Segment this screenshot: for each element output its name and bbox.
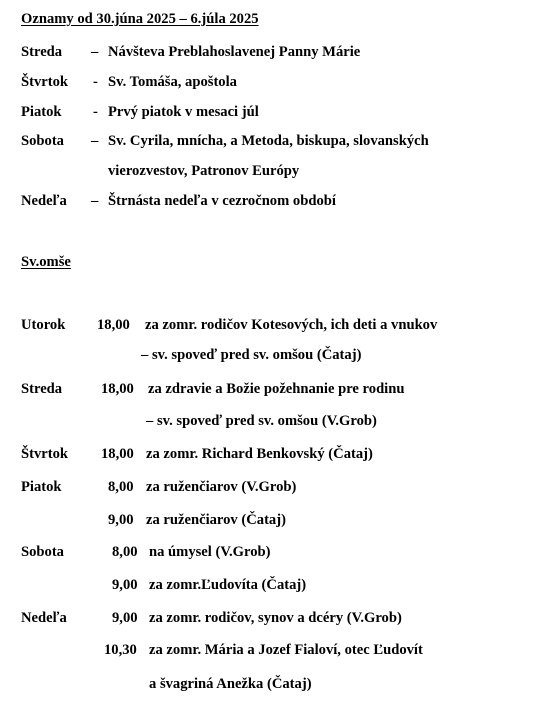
mass-time: 10,30: [104, 642, 137, 658]
mass-day: Utorok: [21, 317, 66, 333]
feast-day: Piatok: [21, 104, 62, 120]
mass-intention: za ruženčiarov (Čataj): [146, 512, 286, 528]
feast-dash: -: [93, 74, 98, 90]
mass-intention: za zdravie a Božie požehnanie pre rodinu: [148, 381, 405, 397]
mass-time: 8,00: [112, 544, 138, 560]
mass-time: 8,00: [108, 479, 134, 495]
mass-time: 18,00: [101, 446, 134, 462]
mass-intention: za zomr. rodičov, synov a dcéry (V.Grob): [149, 610, 402, 626]
mass-intention: za zomr. Richard Benkovský (Čataj): [146, 446, 373, 462]
mass-day: Piatok: [21, 479, 62, 495]
mass-day: Streda: [21, 381, 63, 397]
masses-heading: Sv.omše: [21, 254, 71, 270]
feast-dash: –: [91, 133, 99, 149]
mass-day: Sobota: [21, 544, 64, 560]
mass-time: 9,00: [112, 577, 138, 593]
feast-day: Štvrtok: [21, 74, 69, 90]
mass-time: 18,00: [97, 317, 130, 333]
feast-text: Sv. Cyrila, mnícha, a Metoda, biskupa, slovanských: [108, 133, 429, 149]
feast-day: Streda: [21, 44, 63, 60]
mass-note: – sv. spoveď pred sv. omšou (V.Grob): [146, 413, 377, 429]
feast-text: vierozvestov, Patronov Európy: [108, 163, 300, 179]
mass-time: 18,00: [101, 381, 134, 397]
mass-intention: a švagriná Anežka (Čataj): [149, 676, 312, 692]
feast-text: Prvý piatok v mesaci júl: [108, 104, 259, 120]
feast-text: Štrnásta nedeľa v cezročnom období: [108, 193, 336, 209]
page-title: Oznamy od 30.júna 2025 – 6.júla 2025: [21, 11, 259, 27]
feast-text: Sv. Tomáša, apoštola: [108, 74, 237, 90]
mass-day: Štvrtok: [21, 446, 69, 462]
mass-intention: za zomr. rodičov Kotesových, ich deti a vnukov: [145, 317, 438, 333]
mass-intention: za zomr. Mária a Jozef Fialoví, otec Ľudovít: [149, 642, 423, 658]
mass-intention: na úmysel (V.Grob): [149, 544, 271, 560]
feast-dash: -: [93, 104, 98, 120]
feast-dash: –: [91, 44, 99, 60]
feast-day: Sobota: [21, 133, 64, 149]
mass-time: 9,00: [108, 512, 134, 528]
feast-dash: –: [91, 193, 99, 209]
feast-day: Nedeľa: [21, 193, 67, 209]
mass-intention: za ruženčiarov (V.Grob): [146, 479, 297, 495]
mass-time: 9,00: [112, 610, 138, 626]
mass-note: – sv. spoveď pred sv. omšou (Čataj): [141, 347, 362, 363]
mass-day: Nedeľa: [21, 610, 67, 626]
mass-intention: za zomr.Ľudovíta (Čataj): [149, 577, 307, 593]
feast-text: Návšteva Preblahoslavenej Panny Márie: [108, 44, 361, 60]
